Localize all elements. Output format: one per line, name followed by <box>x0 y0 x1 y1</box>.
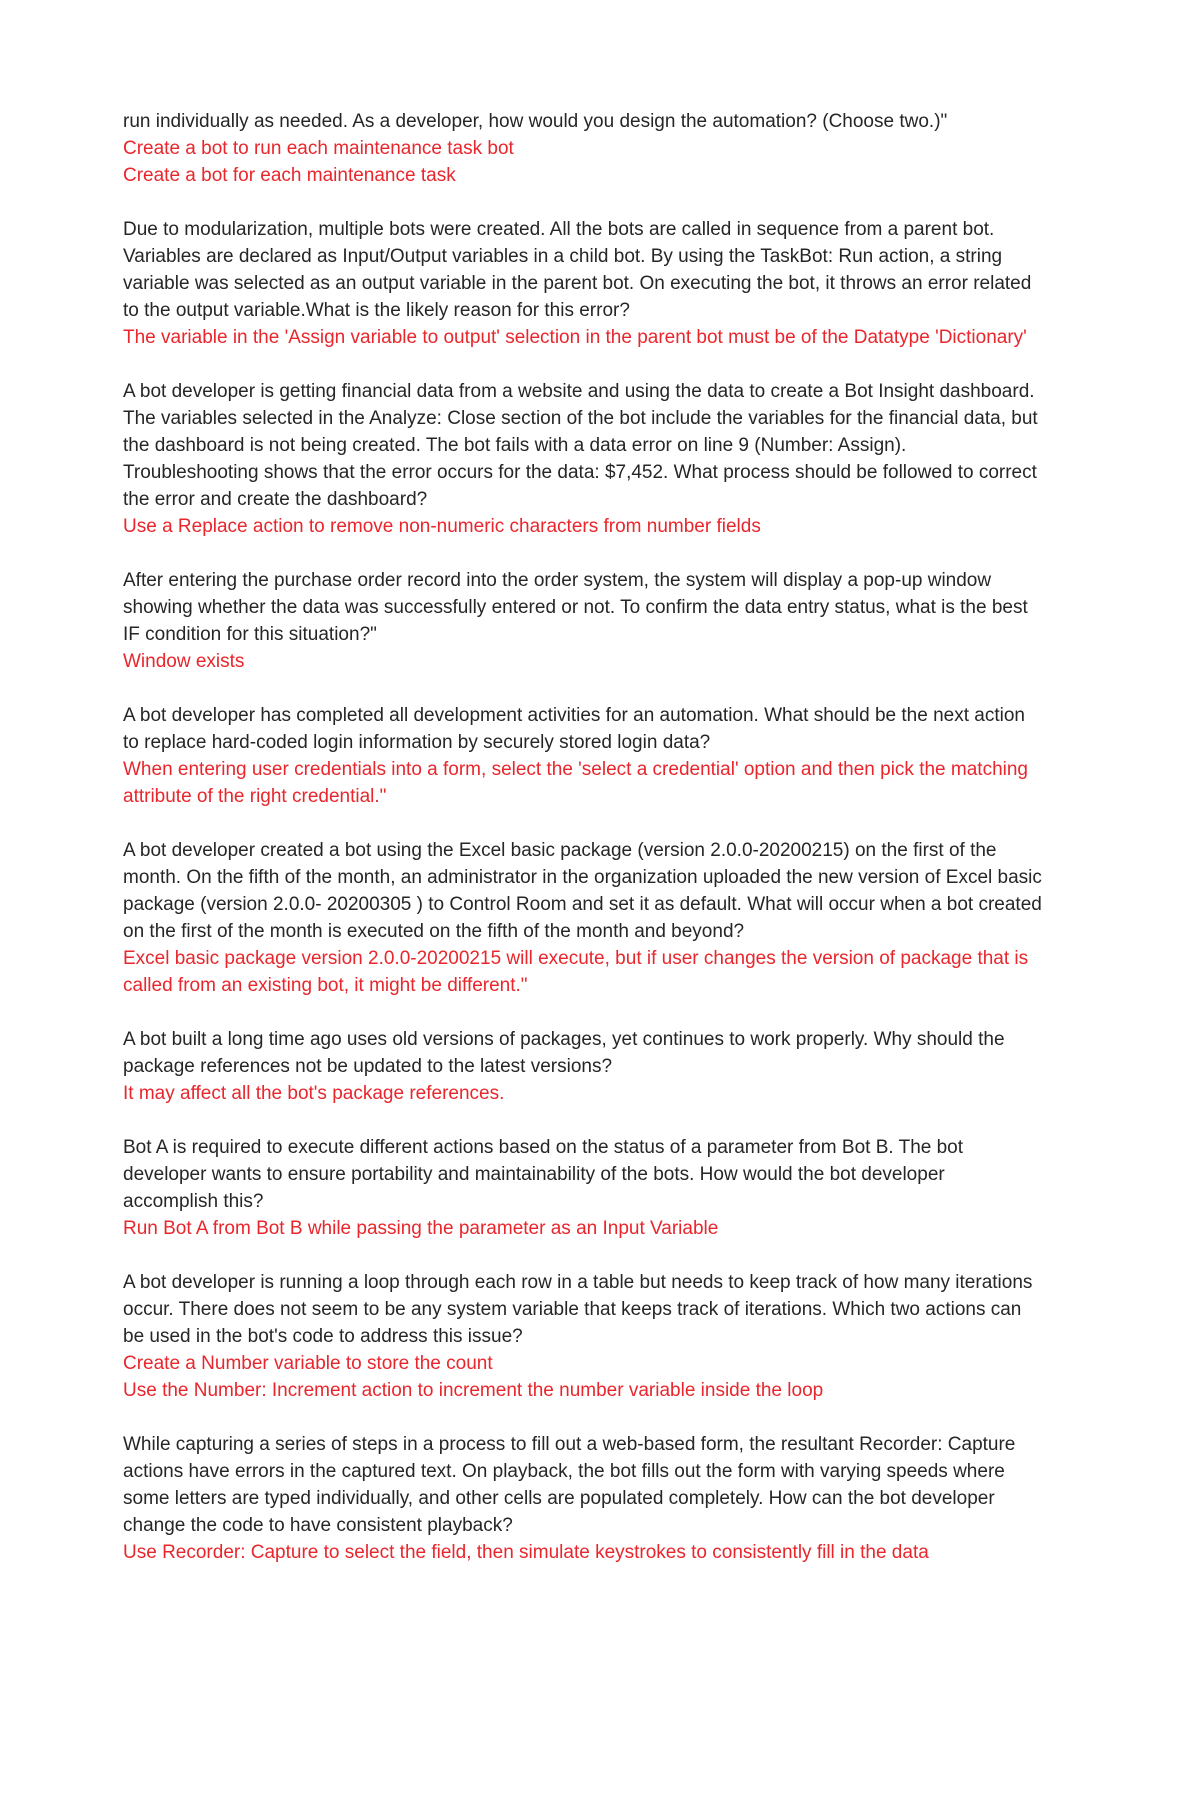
answer-text: Use a Replace action to remove non-numeric characters from number fields <box>123 516 761 537</box>
qa-block <box>123 1026 1043 1107</box>
answer-text: When entering user credentials into a form, select the 'select a credential' option and then pick the matching attribute of the right credential." <box>123 759 1028 807</box>
answer-text: Create a bot for each maintenance task <box>123 165 456 186</box>
question-text: Bot A is required to execute different actions based on the status of a parameter from Bot B. The bot developer wants to ensure portability and maintainability of the bots. How would the bot developer accomplish this? <box>123 1137 964 1212</box>
qa-block <box>123 702 1043 810</box>
question-text: A bot developer is getting financial data from a website and using the data to create a Bot Insight dashboard. The variables selected in the Analyze: Close section of the bot include the variables for the financial data, but the dashboard is not being created. The bot fails with a data error on line 9 (Number: Assign). Troubleshooting shows that the error occurs for the data: $7,452. What process should be followed to correct the error and create the dashboard? <box>123 381 1038 510</box>
answer-text: Run Bot A from Bot B while passing the parameter as an Input Variable <box>123 1218 719 1239</box>
answer-text: Excel basic package version 2.0.0-20200215 will execute, but if user changes the version of package that is called from an existing bot, it might be different." <box>123 948 1029 996</box>
qa-block <box>123 108 1043 189</box>
answer-text: Use Recorder: Capture to select the field, then simulate keystrokes to consistently fill in the data <box>123 1542 929 1563</box>
question-text: A bot built a long time ago uses old versions of packages, yet continues to work properly. Why should the package references not be updated to the latest versions? <box>123 1029 1005 1077</box>
question-text: While capturing a series of steps in a process to fill out a web-based form, the resultant Recorder: Capture actions have errors in the captured text. On playback, the bot fills out the form with varying speeds where some letters are typed individually, and other cells are populated completely. How can the bot developer change the code to have consistent playback? <box>123 1434 1016 1536</box>
answer-text: Create a bot to run each maintenance task bot <box>123 138 514 159</box>
question-text: After entering the purchase order record into the order system, the system will display a pop-up window showing whether the data was successfully entered or not. To confirm the data entry status, what is the best IF condition for this situation?" <box>123 570 1028 645</box>
question-text: A bot developer is running a loop through each row in a table but needs to keep track of how many iterations occur. There does not seem to be any system variable that keeps track of iterations. Which two actions can be used in the bot's code to address this issue? <box>123 1272 1033 1347</box>
question-text: run individually as needed. As a developer, how would you design the automation? (Choose two.)" <box>123 111 948 132</box>
answer-text: It may affect all the bot's package references. <box>123 1083 505 1104</box>
qa-block <box>123 1269 1043 1404</box>
qa-block <box>123 837 1043 999</box>
document-page <box>123 108 1043 1593</box>
question-text: Due to modularization, multiple bots were created. All the bots are called in sequence from a parent bot. Variables are declared as Input/Output variables in a child bot. By using the TaskBot: Run action, a string variable was selected as an output variable in the parent bot. On executing the bot, it throws an error related to the output variable.What is the likely reason for this error? <box>123 219 1032 321</box>
qa-block <box>123 378 1043 540</box>
qa-block <box>123 216 1043 351</box>
answer-text: Window exists <box>123 651 245 672</box>
answer-text: Create a Number variable to store the count <box>123 1353 493 1374</box>
question-text: A bot developer created a bot using the Excel basic package (version 2.0.0-20200215) on the first of the month. On the fifth of the month, an administrator in the organization uploaded the new version of Excel basic package (version 2.0.0- 20200305 ) to Control Room and set it as default. What will occur when a bot created on the first of the month is executed on the fifth of the month and beyond? <box>123 840 1042 942</box>
answer-text: The variable in the 'Assign variable to output' selection in the parent bot must be of the Datatype 'Dictionary' <box>123 327 1027 348</box>
qa-block <box>123 1431 1043 1566</box>
answer-text: Use the Number: Increment action to increment the number variable inside the loop <box>123 1380 824 1401</box>
qa-block <box>123 567 1043 675</box>
question-text: A bot developer has completed all development activities for an automation. What should be the next action to replace hard-coded login information by securely stored login data? <box>123 705 1025 753</box>
qa-block <box>123 1134 1043 1242</box>
